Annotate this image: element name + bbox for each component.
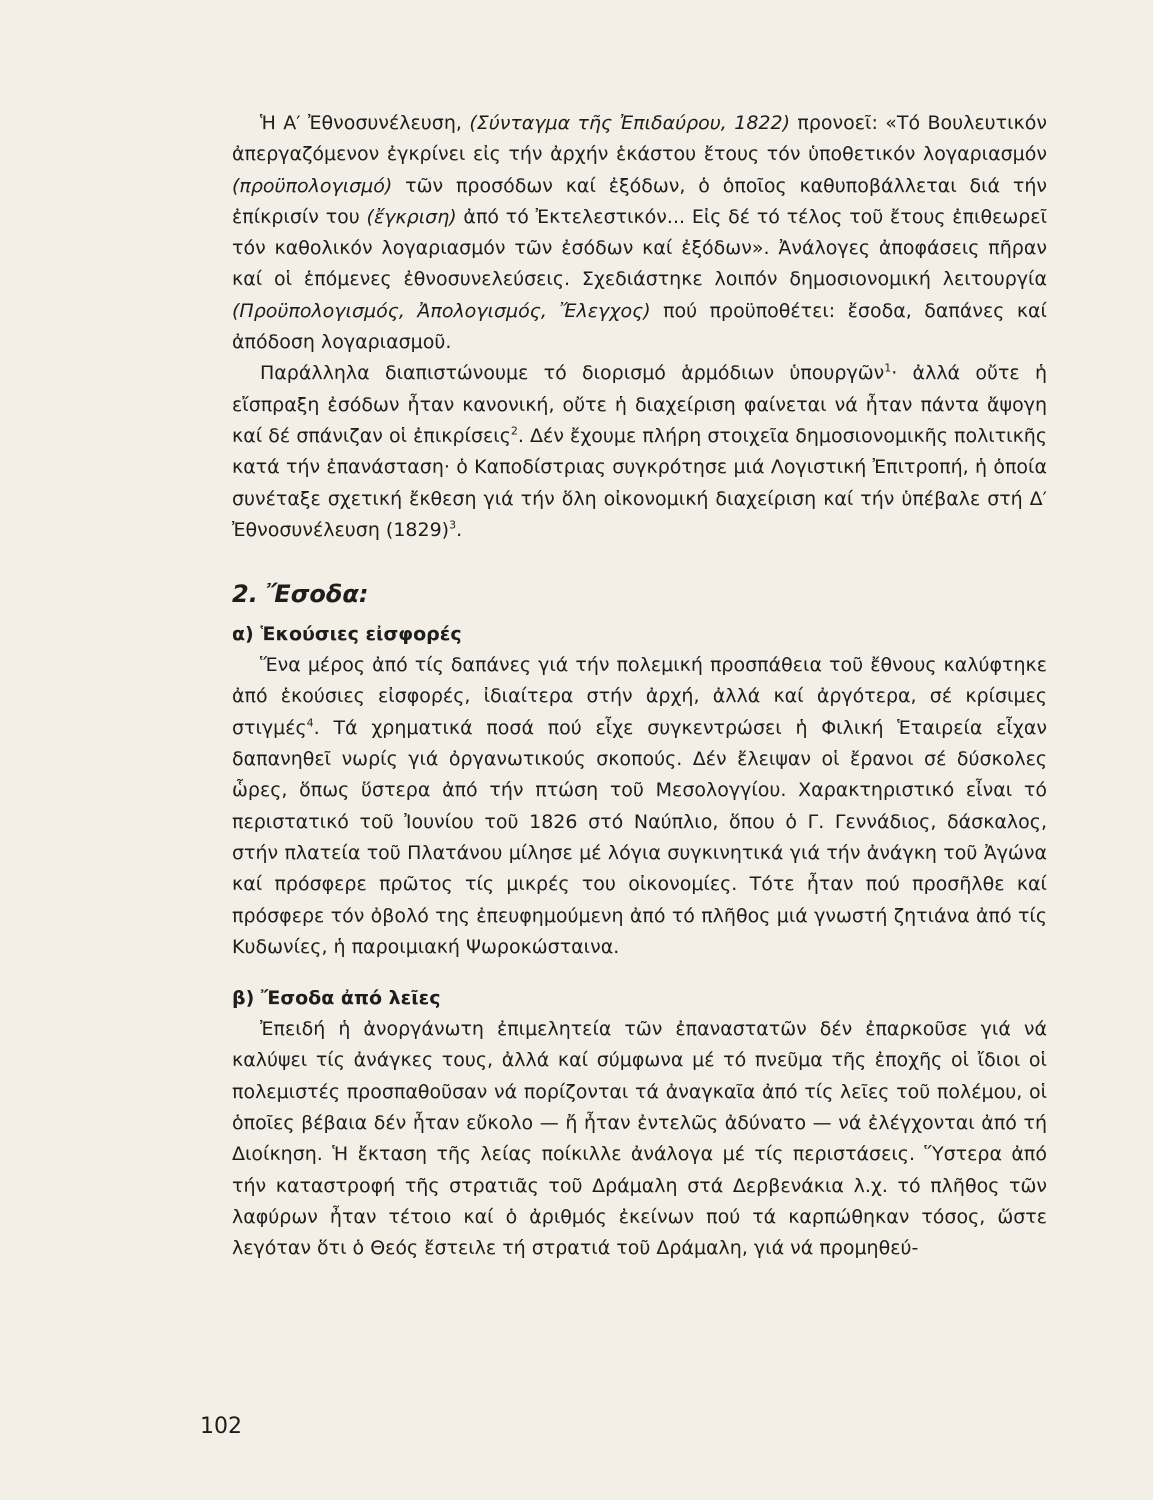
paragraph-voluntary-contributions — [232, 650, 1047, 963]
text-run: Ἕνα μέρος ἀπό τίς δαπάνες γιά τήν πολεμική προσπάθεια τοῦ ἔθνους καλύφτηκε ἀπό ἑκούσιες εἰσφορές, ἰδιαίτερα στήν ἀρχή, ἀλλά καί ἀργότερα, σέ κρίσιμες στιγμές — [232, 654, 1047, 739]
italic-run: (ἔγκριση) — [366, 205, 457, 228]
page-number: 102 — [200, 1414, 242, 1439]
section-heading: 2. Ἔσοδα: — [232, 580, 369, 609]
text-run: . — [456, 518, 463, 541]
text-run: πού προϋποθέτει: ἔσοδα, δαπάνες καί ἀπόδοση λογαριασμοῦ. — [232, 299, 1047, 354]
footnote-ref: 3 — [449, 518, 457, 532]
footnote-ref: 2 — [510, 424, 518, 438]
italic-run: (προϋπολογισμό) — [232, 174, 393, 197]
subheading-spoils-income: β) Ἔσοδα ἀπό λεῖες — [232, 987, 441, 1010]
text-run: . Δέν ἔχουμε πλήρη στοιχεῖα δημοσιονομικῆς πολιτικῆς κατά τήν ἐπανάσταση· ὁ Καποδίστριας συγκρότησε μιά Λογιστική Ἐπιτροπή, ἡ ὁποία συνέταξε σχετική ἔκθεση γιά τήν ὅλη οἰκονομική διαχείριση καί τήν ὑπέβαλε στή Δ′ Ἐθνοσυνέλευση (1829) — [232, 424, 1047, 541]
text-run: · ἀλλά οὔτε ἡ εἴσπραξη ἐσόδων ἦταν κανονική, οὔτε ἡ διαχείριση φαίνεται νά ἦταν πάντα ἄψογη καί δέ σπάνιζαν οἱ ἐπικρίσεις — [232, 362, 1047, 447]
italic-run: (Σύνταγμα τῆς Ἐπιδαύρου, 1822) — [469, 112, 790, 134]
paragraph-constitution — [232, 108, 1047, 358]
text-run: προνοεῖ: «Τό Βουλευτικόν ἀπεργαζόμενον ἐγκρίνει εἰς τήν ἀρχήν ἑκάστου ἔτους τόν ὑποθετικόν λογαριασμόν — [232, 112, 1047, 166]
text-run: ἀπό τό Ἐκτελεστικόν... Εἰς δέ τό τέλος τοῦ ἔτους ἐπιθεωρεῖ τόν καθολικόν λογαριασμόν τῶν ἐσόδων καί ἐξόδων». Ἀνάλογες ἀποφάσεις πῆραν καί οἱ ἑπόμενες ἐθνοσυνελεύσεις. Σχεδιάστηκε λοιπόν δημοσιονομική λειτουργία — [232, 205, 1048, 291]
text-run: τῶν προσόδων καί ἐξόδων, ὁ ὁποῖος καθυποβάλλεται διά τήν ἐπίκρισίν του — [232, 174, 1047, 228]
footnote-ref: 1 — [884, 362, 892, 376]
text-run: Παράλληλα διαπιστώνουμε τό διορισμό ἁρμόδιων ὑπουργῶν — [260, 362, 885, 385]
italic-run: (Προϋπολογισμός, Ἀπολογισμός, Ἔλεγχος) — [232, 299, 651, 322]
paragraph-spoils-income: Ἐπειδή ἡ ἀνοργάνωτη ἐπιμελητεία τῶν ἐπαναστατῶν δέν ἐπαρκοῦσε γιά νά καλύψει τίς ἀνάγκες τους, ἀλλά καί σύμφωνα μέ τό πνεῦμα τῆς ἐποχῆς οἱ ἴδιοι οἱ πολεμιστές προσπαθοῦσαν νά πορίζονται τά ἀναγκαῖα ἀπό τίς λεῖες τοῦ πολέμου, οἱ ὁποῖες βέβαια δέν ἦταν εὔκολο — ἤ ἦταν ἐντελῶς ἀδύνατο — νά ἐλέγχονται ἀπό τή Διοίκηση. Ἡ ἔκταση τῆς λείας ποίκιλλε ἀνάλογα μέ τίς περιστάσεις. Ὕστερα ἀπό τήν καταστροφή τῆς στρατιᾶς τοῦ Δράμαλη στά Δερβενάκια λ.χ. τό πλῆθος τῶν λαφύρων ἦταν τέτοιο καί ὁ ἀριθμός ἐκείνων πού τά καρπώθηκαν τόσος, ὥστε λεγόταν ὅτι ὁ Θεός ἔστειλε τή στρατιά τοῦ Δράμαλη, γιά νά προμηθεύ- — [232, 1018, 1047, 1260]
footnote-ref: 4 — [306, 716, 314, 730]
paragraph-ministers — [232, 358, 1047, 546]
text-run: Ἡ Α′ Ἐθνοσυνέλευση, — [260, 112, 470, 134]
text-run: . Τά χρηματικά ποσά πού εἶχε συγκεντρώσει ἡ Φιλική Ἑταιρεία εἶχαν δαπανηθεῖ νωρίς γιά ὀργανωτικούς σκοπούς. Δέν ἔλειψαν οἱ ἔρανοι σέ δύσκολες ὧρες, ὅπως ὕστερα ἀπό τήν πτώση τοῦ Μεσολογγίου. Χαρακτηριστικό εἶναι τό περιστατικό τοῦ Ἰουνίου τοῦ 1826 στό Ναύπλιο, ὅπου ὁ Γ. Γεννάδιος, δάσκαλος, στήν πλατεία τοῦ Πλατάνου μίλησε μέ λόγια συγκινητικά γιά τήν ἀνάγκη τοῦ Ἀγώνα καί πρόσφερε πρῶτος τίς μικρές του οἰκονομίες. Τότε ἦταν πού προσῆλθε καί πρόσφερε τόν ὀβολό της ἐπευφημούμενη ἀπό τό πλῆθος μιά γνωστή ζητιάνα ἀπό τίς Κυδωνίες, ἡ παροιμιακή Ψωροκώσταινα. — [232, 716, 1047, 958]
subheading-voluntary-contributions: α) Ἑκούσιες εἰσφορές — [232, 623, 462, 646]
page-body — [232, 108, 1047, 1265]
